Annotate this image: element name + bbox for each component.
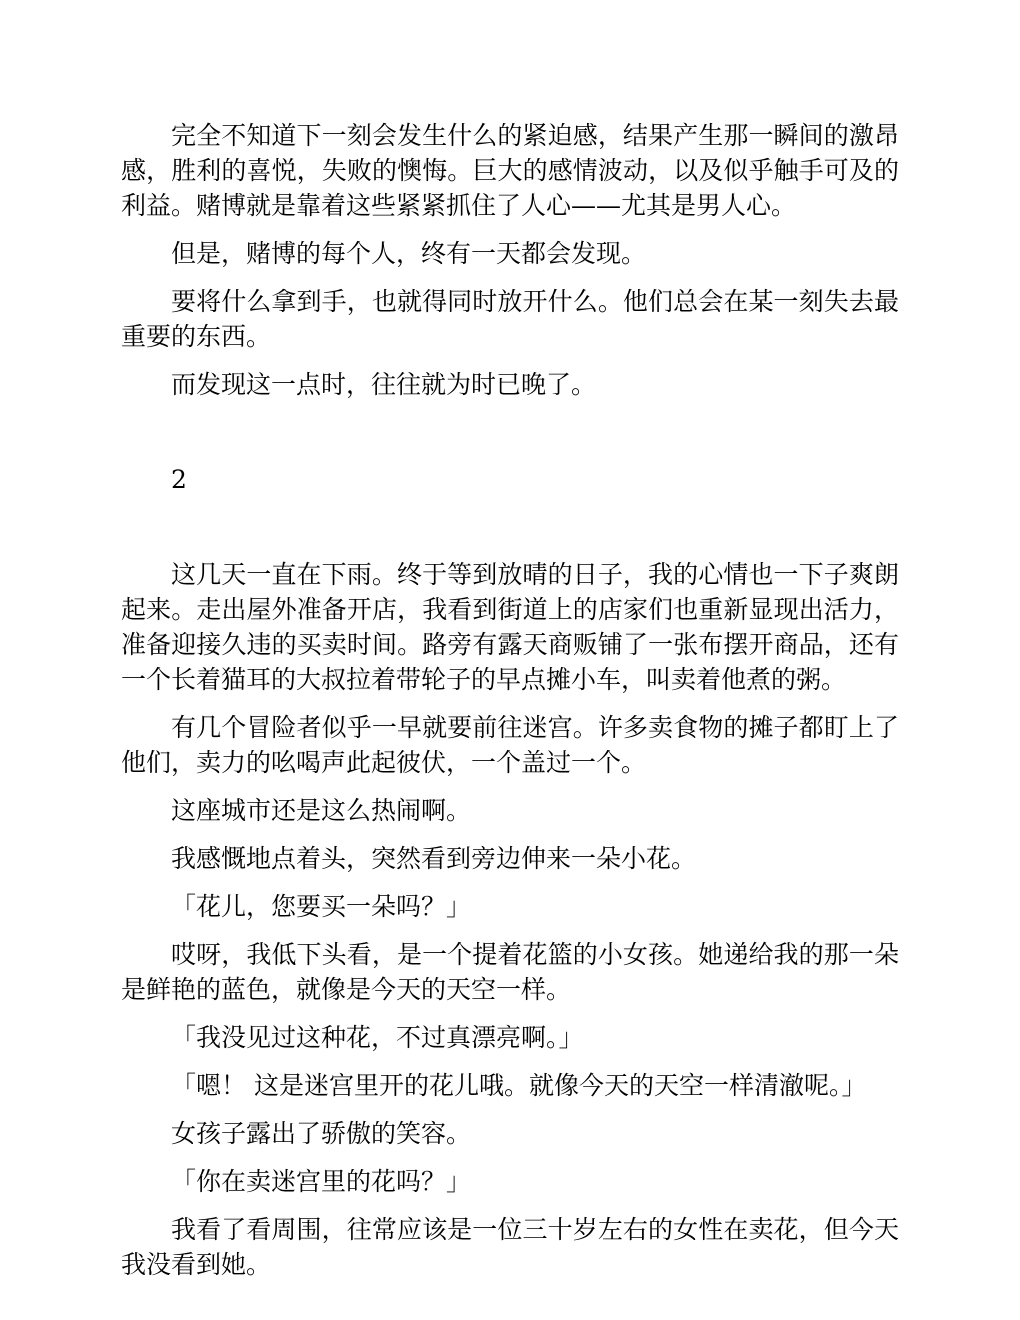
paragraph: 我感慨地点着头，突然看到旁边伸来一朵小花。 bbox=[171, 844, 697, 873]
paragraph: 有几个冒险者似乎一早就要前往迷宫。许多卖食物的摊子都盯上了他们，卖力的吆喝声此起彼伏，一个盖过一个。 bbox=[121, 713, 899, 777]
paragraph: 这几天一直在下雨。终于等到放晴的日子，我的心情也一下子爽朗起来。走出屋外准备开店，我看到街道上的店家们也重新显现出活力，准备迎接久违的买卖时间。路旁有露天商贩铺了一张布摆开商品，还有一个长着猫耳的大叔拉着带轮子的早点摊小车，叫卖着他煮的粥。 bbox=[121, 560, 899, 694]
spacer bbox=[121, 415, 899, 462]
paragraph: 这座城市还是这么热闹啊。 bbox=[171, 796, 472, 825]
paragraph: 完全不知道下一刻会发生什么的紧迫感，结果产生那一瞬间的激昂感，胜利的喜悦，失败的懊悔。巨大的感情波动，以及似乎触手可及的利益。赌博就是靠着这些紧紧抓住了人心——尤其是男人心。 bbox=[121, 121, 899, 220]
paragraph: 但是，赌博的每个人，终有一天都会发现。 bbox=[171, 239, 647, 268]
dialogue-line: 「你在卖迷宫里的花吗？」 bbox=[171, 1167, 472, 1196]
section-number-heading: 2 bbox=[171, 465, 187, 494]
paragraph: 女孩子露出了骄傲的笑容。 bbox=[171, 1119, 472, 1148]
dialogue-line: 「嗯！ 这是迷宫里开的花儿哦。就像今天的天空一样清澈呢。」 bbox=[171, 1071, 867, 1100]
paragraph: 我看了看周围，往常应该是一位三十岁左右的女性在卖花，但今天我没看到她。 bbox=[121, 1215, 899, 1279]
document-page bbox=[121, 118, 899, 1295]
paragraph: 要将什么拿到手，也就得同时放开什么。他们总会在某一刻失去最重要的东西。 bbox=[121, 287, 899, 351]
dialogue-line: 「我没见过这种花，不过真漂亮啊。」 bbox=[171, 1023, 584, 1052]
dialogue-line: 「花儿，您要买一朵吗？」 bbox=[171, 892, 472, 921]
paragraph: 哎呀，我低下头看，是一个提着花篮的小女孩。她递给我的那一朵是鲜艳的蓝色，就像是今天的天空一样。 bbox=[121, 940, 899, 1004]
paragraph: 而发现这一点时，往往就为时已晚了。 bbox=[171, 370, 597, 399]
spacer bbox=[121, 497, 899, 557]
